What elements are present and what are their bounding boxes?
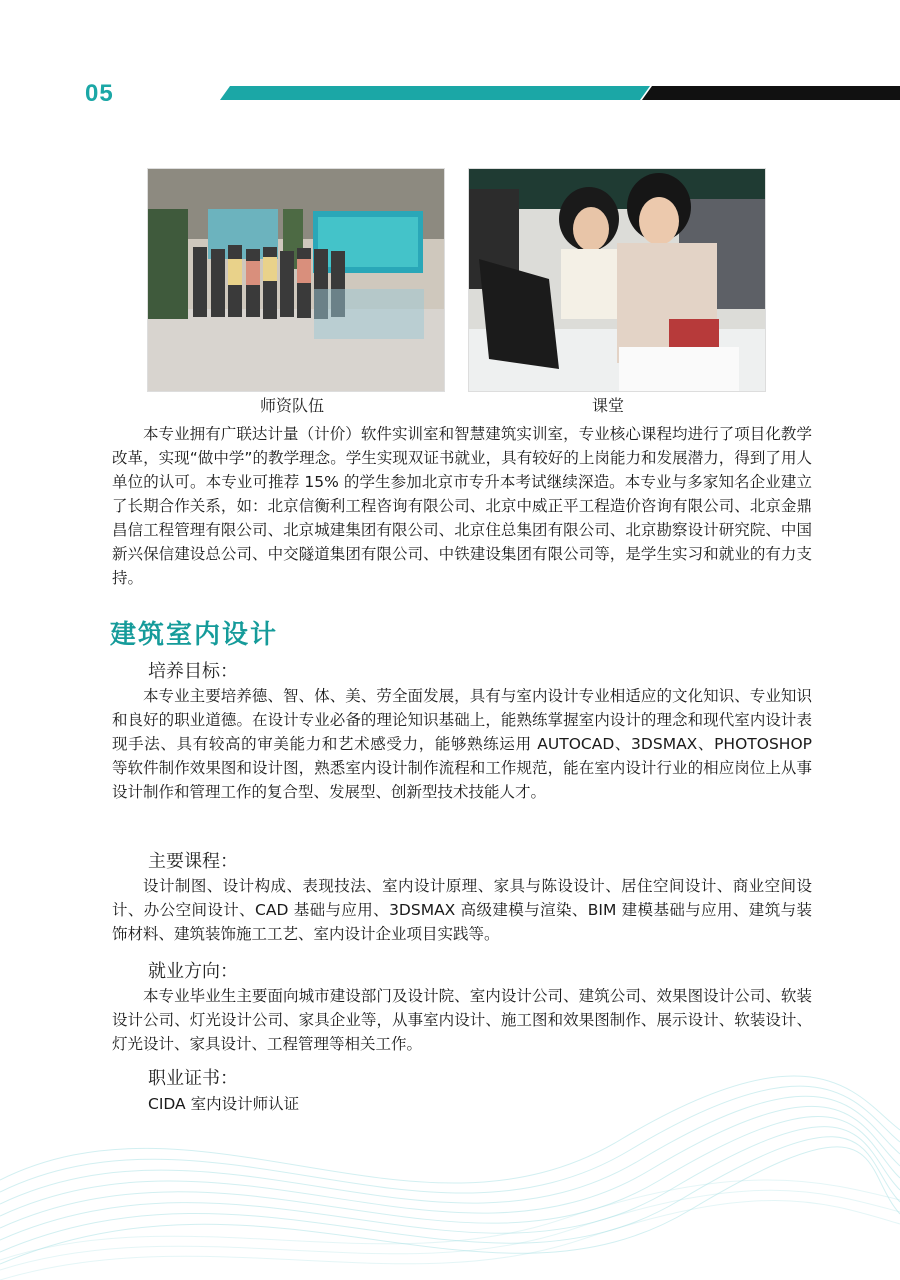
intro-paragraph: 本专业拥有广联达计量（计价）软件实训室和智慧建筑实训室，专业核心课程均进行了项目化教学改革，实现“做中学”的教学理念。学生实现双证书就业，具有较好的上岗能力和发展潜力，得到了用人单位的认可。本专业可推荐 15% 的学生参加北京市专升本考试继续深造。本专业与多家知名企业建立了长期合作关系，如：北京信衡利工程咨询有限公司、北京中威正平工程造价咨询有限公司、北京金鼎昌信工程管理有限公司、北京城建集团有限公司、北京住总集团有限公司、北京勘察设计研究院、中国新兴保信建设总公司、中交隧道集团有限公司、中铁建设集团有限公司等，是学生实习和就业的有力支持。 [112, 425, 812, 587]
header-band-black [642, 86, 900, 100]
career-heading: 就业方向： [148, 961, 238, 982]
faculty-photo [147, 168, 445, 392]
header-band-teal [220, 86, 650, 100]
cert-text: CIDA 室内设计师认证 [148, 1095, 300, 1113]
course-paragraph: 设计制图、设计构成、表现技法、室内设计原理、家具与陈设设计、居住空间设计、商业空间设计、办公空间设计、CAD 基础与应用、3DSMAX 高级建模与渲染、BIM 建模基础与应用、建筑与装饰材料、建筑装饰施工工艺、室内设计企业项目实践等。 [112, 877, 812, 943]
course-heading: 主要课程： [148, 851, 238, 872]
cert-heading: 职业证书： [148, 1068, 238, 1089]
career-paragraph: 本专业毕业生主要面向城市建设部门及设计院、室内设计公司、建筑公司、效果图设计公司、软装设计公司、灯光设计公司、家具企业等，从事室内设计、施工图和效果图制作、展示设计、软装设计、灯光设计、家具设计、工程管理等相关工作。 [112, 987, 812, 1053]
page-number: 05 [85, 80, 114, 107]
section-title: 建筑室内设计 [110, 620, 279, 650]
classroom-photo [468, 168, 766, 392]
goal-paragraph: 本专业主要培养德、智、体、美、劳全面发展，具有与室内设计专业相适应的文化知识、专业知识和良好的职业道德。在设计专业必备的理论知识基础上，能熟练掌握室内设计的理念和现代室内设计表现手法、具有较高的审美能力和艺术感受力，能够熟练运用 AUTOCAD、3DSMAX、PHOTOSHOP 等软件制作效果图和设计图，熟悉室内设计制作流程和工作规范，能在室内设计行业的相应岗位上从事设计制作和管理工作的复合型、发展型、创新型技术技能人才。 [112, 687, 812, 801]
goal-heading: 培养目标： [148, 661, 238, 682]
header-band [0, 86, 900, 100]
classroom-caption: 课堂 [592, 396, 625, 415]
faculty-caption: 师资队伍 [260, 396, 325, 415]
